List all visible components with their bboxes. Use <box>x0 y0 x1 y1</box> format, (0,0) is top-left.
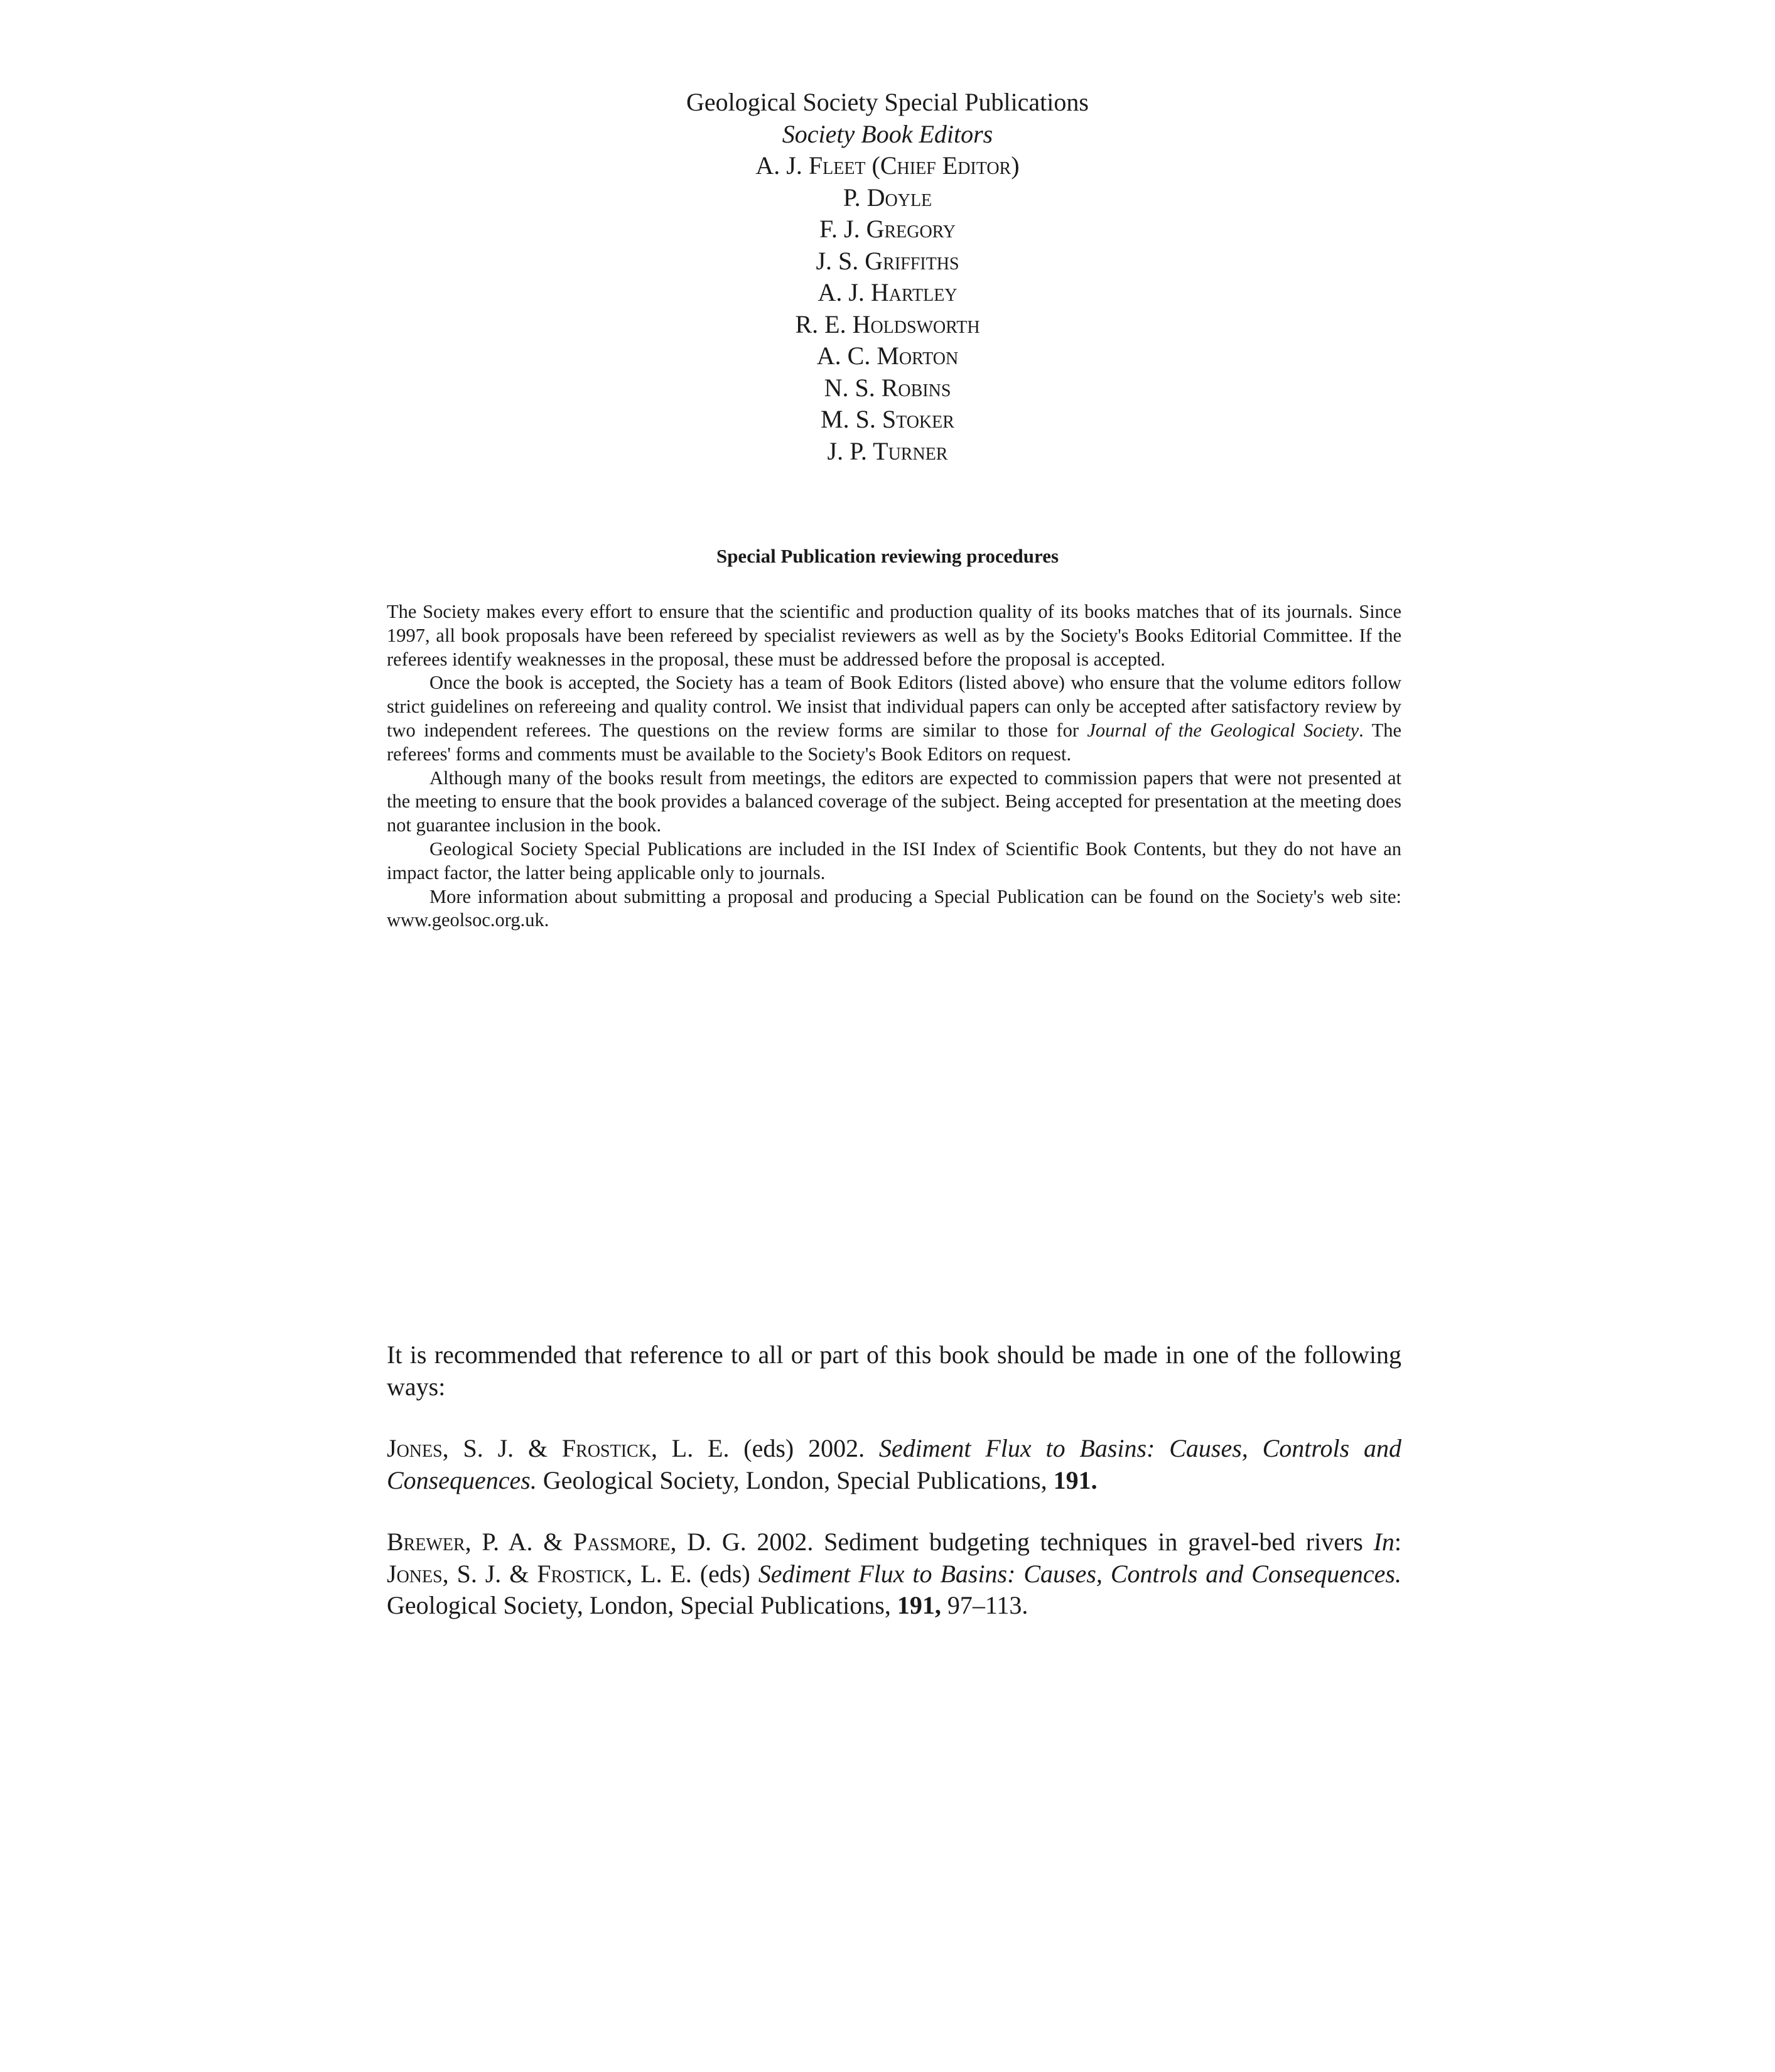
editor-name: M. S. Stoker <box>821 405 954 433</box>
procedures-paragraph: More information about submitting a proposal and producing a Special Publication can be found on the Society's web site: www.geolsoc.org.uk. <box>387 885 1401 931</box>
reference-editors: Jones, S. J. & Frostick, L. E. <box>387 1559 692 1588</box>
editor-name: A. C. Morton <box>816 342 959 370</box>
editor-name: A. J. Hartley <box>817 278 958 306</box>
reference-chapter <box>387 1526 1401 1622</box>
reference-volume: 191, <box>897 1591 941 1619</box>
procedures-text: . The referees' forms and comments must be available to the Society's Book Editors on request. <box>387 719 1401 765</box>
procedures-paragraph: Geological Society Special Publications are included in the ISI Index of Scientific Book Contents, but they do not have an impact factor, the latter being applicable only to journals. <box>387 838 1401 883</box>
reference-text: (eds) 2002. <box>729 1434 879 1462</box>
procedures-text: Once the book is accepted, the Society has a team of Book Editors (listed above) who ensure that the volume editors follow strict guidelines on refereeing and quality control. We insist that individual papers can only be accepted after satisfactory review by two independent referees. The questions on the review forms are similar to those for <box>387 672 1401 741</box>
editors-heading: Society Book Editors <box>782 119 993 148</box>
reference-volume: 191. <box>1053 1465 1098 1494</box>
reference-text: (eds) <box>691 1559 758 1588</box>
editor-name: N. S. Robins <box>824 373 951 402</box>
reference-text: D. G. 2002. Sediment budgeting techniques in gravel-bed rivers <box>676 1528 1374 1556</box>
reference-publisher: Geological Society, London, Special Publications, <box>536 1465 1054 1494</box>
procedures-paragraph: The Society makes every effort to ensure that the scientific and production quality of its books matches that of its journals. Since 1997, all book proposals have been refereed by specialist reviewers as well as by the Society's Books Editorial Committee. If the referees identify weaknesses in the proposal, these must be addressed before the proposal is accepted. <box>387 601 1401 670</box>
reference-authors: Brewer, P. A. & Passmore, <box>387 1528 677 1556</box>
reference-book <box>387 1433 1401 1496</box>
procedures-body <box>387 600 1401 932</box>
procedures-heading: Special Publication reviewing procedures <box>716 545 1059 567</box>
citation-block <box>387 1339 1401 1622</box>
editor-name: F. J. Gregory <box>819 215 956 243</box>
journal-title: Journal of the Geological Society <box>1087 719 1359 741</box>
editor-name: R. E. Holdsworth <box>795 310 980 338</box>
reference-in: In <box>1373 1528 1395 1556</box>
procedures-paragraph <box>387 671 1401 766</box>
citation-intro: It is recommended that reference to all or part of this book should be made in one of the following ways: <box>387 1341 1401 1401</box>
editor-name: A. J. Fleet (Chief Editor) <box>755 151 1020 180</box>
series-title: Geological Society Special Publications <box>686 88 1089 116</box>
reference-pages: 97–113. <box>941 1591 1028 1619</box>
procedures-paragraph: Although many of the books result from meetings, the editors are expected to commission papers that were not presented at the meeting to ensure that the book provides a balanced coverage of the subject. Being accepted for presentation at the meeting does not guarantee inclusion in the book. <box>387 767 1401 836</box>
reference-authors: Jones, S. J. & Frostick, L. E. <box>387 1434 730 1462</box>
editor-name: J. P. Turner <box>827 436 948 465</box>
editor-name: P. Doyle <box>843 183 932 212</box>
editor-name: J. S. Griffiths <box>816 246 959 275</box>
reference-title: Sediment Flux to Basins: Causes, Controls and Consequences. <box>387 1434 1402 1494</box>
editors-header <box>0 87 1775 467</box>
reference-publisher: Geological Society, London, Special Publications, <box>387 1591 897 1619</box>
reference-title: Sediment Flux to Basins: Causes, Controls and Consequences. <box>758 1559 1402 1588</box>
reference-text: : <box>1394 1528 1402 1556</box>
